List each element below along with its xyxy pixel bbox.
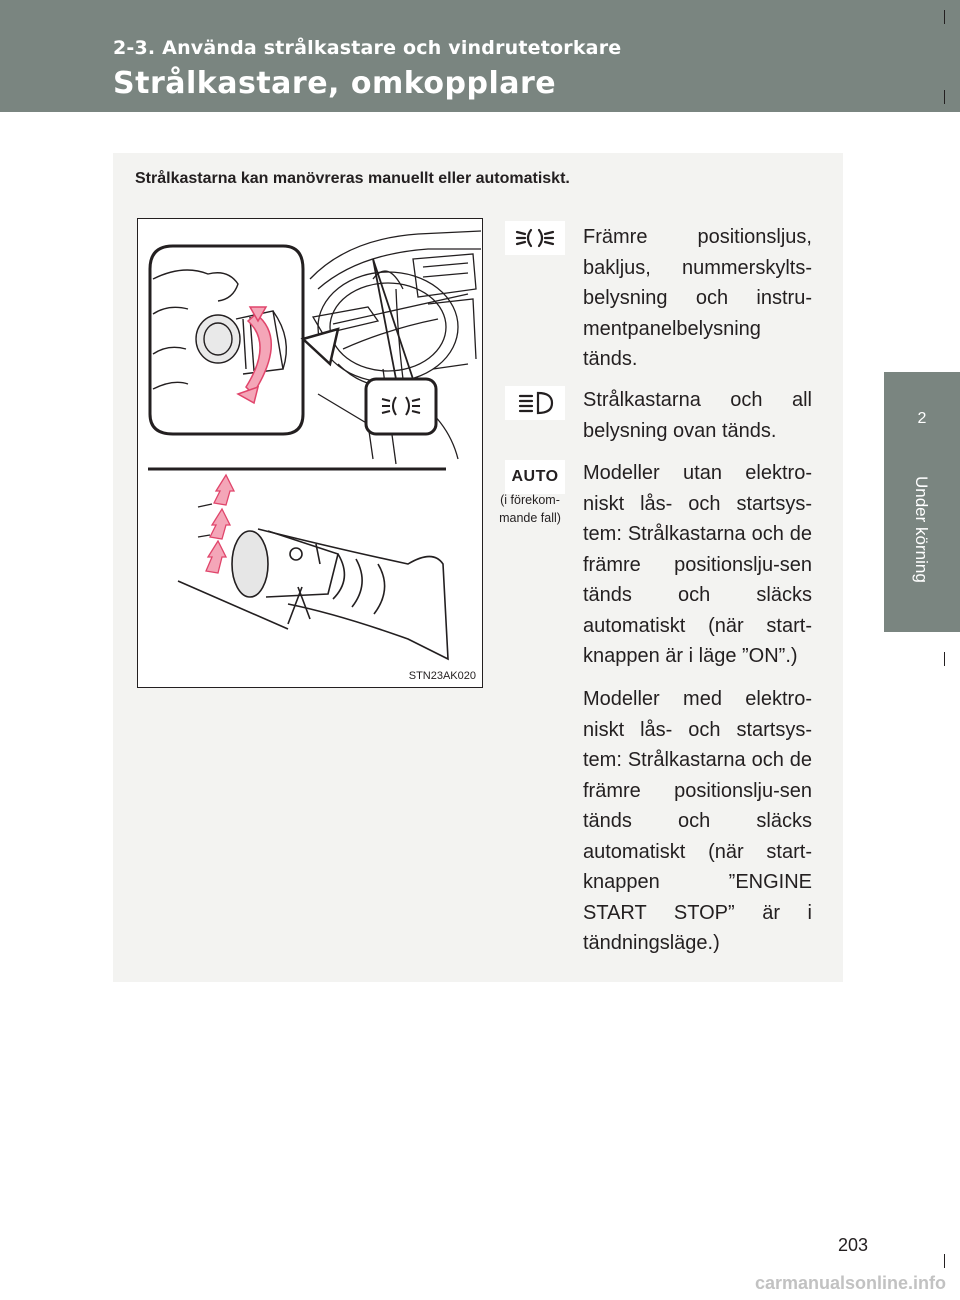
item-auto-text: Modeller utan elektro-niskt lås- och startsys-tem: Strålkastarna och de främre positionslju-sen tänds och släcks automatiskt (när start-knappen är i läge ”ON”.)	[583, 462, 812, 667]
auto-availability-note: (i förekom-mande fall)	[499, 493, 561, 525]
item-headlight-text: Strålkastarna och all belysning ovan tänds.	[583, 389, 812, 442]
auto-symbol	[505, 460, 565, 494]
chapter-number-tab[interactable]: 2	[884, 372, 960, 466]
figure-illustration	[138, 219, 481, 686]
page-header	[0, 0, 960, 112]
headlight-icon	[512, 390, 558, 416]
auto-icon: AUTO	[511, 468, 559, 485]
position-lights-symbol	[505, 221, 565, 255]
headlight-switch-figure	[137, 218, 483, 688]
page-title: Strålkastare, omkopplare	[113, 66, 557, 101]
crop-mark	[944, 10, 945, 24]
position-lights-icon	[512, 226, 558, 250]
item-auto-text-2: Modeller med elektro-niskt lås- och startsys-tem: Strålkastarna och de främre positionslju-sen tänds och släcks automatiskt (när start-knappen ”ENGINE START STOP” är i tändningsläge.)	[583, 688, 812, 954]
chapter-label: Under körning	[912, 476, 931, 583]
section-heading: 2-3. Använda strålkastare och vindrutetorkare	[113, 37, 622, 59]
crop-mark	[944, 1254, 945, 1268]
figure-code: STN23AK020	[408, 670, 476, 682]
headlight-symbol	[505, 386, 565, 420]
watermark: carmanualsonline.info	[754, 1273, 946, 1293]
crop-mark	[944, 652, 945, 666]
intro-text: Strålkastarna kan manövreras manuellt eller automatiskt.	[135, 170, 570, 187]
page-number: 203	[838, 1235, 869, 1255]
crop-mark	[944, 90, 945, 104]
item-position-lights-text: Främre positionsljus, bakljus, nummerskylts-belysning och instru-mentpanelbelysning tänds.	[583, 226, 812, 370]
